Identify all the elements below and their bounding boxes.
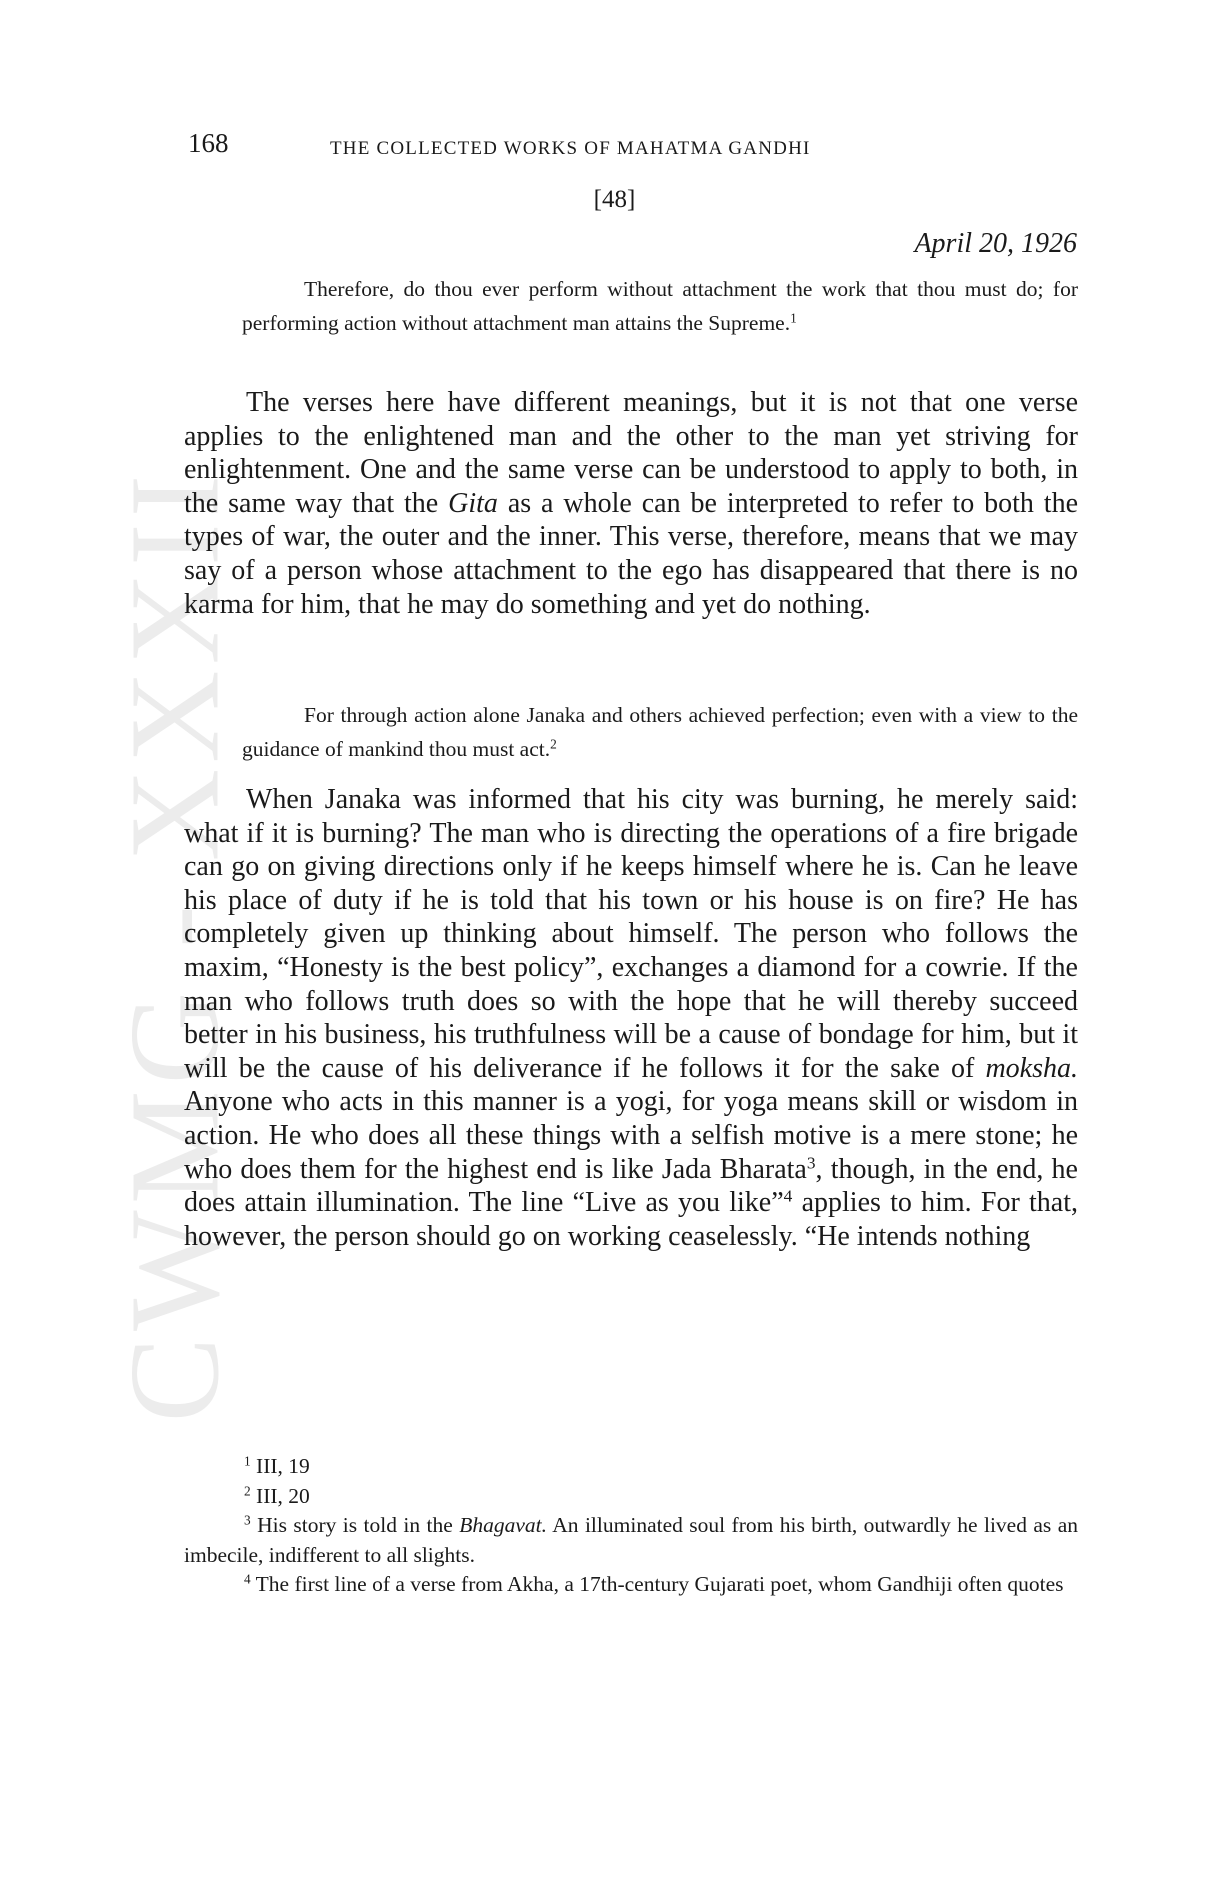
watermark-text: CWMG - XXXII [103, 468, 246, 1422]
footnote-ref-3: 3 [806, 1152, 816, 1172]
running-title: THE COLLECTED WORKS OF MAHATMA GANDHI [330, 138, 811, 159]
entry-date: April 20, 1926 [914, 228, 1077, 259]
entry-serial: [48] [593, 186, 636, 213]
body-paragraph-2 [184, 783, 1078, 1253]
footnote-2 [184, 1482, 1078, 1512]
quote-1-text: Therefore, do thou ever perform without attachment the work that thou must do; for performing action without attachment man attains the Supreme. [242, 277, 1078, 335]
footnote-3 [184, 1511, 1078, 1570]
footnote-ref-4: 4 [783, 1186, 793, 1206]
footnote-4-text: The first line of a verse from Akha, a 17th-century Gujarati poet, whom Gandhiji often quotes [255, 1572, 1064, 1596]
footnote-1-text: III, 19 [256, 1454, 310, 1478]
para-2-text-b: Anyone who acts in this manner is a yogi, for yoga means skill or wisdom in action. He who does all these things with a selfish motive is a mere stone; he who does them for the highest end is like Jada Bharata [184, 1086, 1078, 1185]
footnote-3-mark: 3 [244, 1512, 251, 1528]
footnote-1-mark: 1 [244, 1453, 251, 1469]
page-number: 168 [188, 128, 229, 158]
footnote-4 [184, 1570, 1078, 1600]
para-2-text-a: When Janaka was informed that his city was burning, he merely said: what if it is burning? The man who is directing the operations of a fire brigade can go on giving directions only if he keeps himself where he is. Can he leave his place of duty if he is told that his town or his house is on fire? He has completely given up thinking about himself. The person who follows the maxim, “Honesty is the best policy”, exchanges a diamond for a cowrie. If the man who follows truth does so with the hope that he will thereby succeed better in his business, his truthfulness will be a cause of bondage for him, but it will be the cause of his deliverance if he follows it for the sake of [184, 784, 1078, 1084]
para-1-text-b: as a whole can be interpreted to refer to both the types of war, the outer and the inner. This verse, therefore, means that we may say of a person whose attachment to the ego has disappeared that there is no karma for him, that he may do something and yet do nothing. [184, 487, 1078, 620]
footnote-3-text-b: An illuminated soul from his birth, outwardly he lived as an imbecile, indifferent to all slights. [184, 1513, 1078, 1567]
footnote-ref-1: 1 [790, 310, 797, 326]
footnote-2-mark: 2 [244, 1483, 251, 1499]
para-1-emphasis: Gita [448, 487, 498, 519]
gita-quote-2 [242, 698, 1078, 766]
para-2-emphasis: moksha. [985, 1052, 1078, 1084]
body-paragraph-1 [184, 386, 1078, 621]
para-2-text-c: , though, in the end, he does attain illumination. The line “Live as you like” [184, 1153, 1078, 1219]
para-2-text-d: applies to him. For that, however, the person should go on working ceaselessly. “He intends nothing [184, 1187, 1079, 1252]
para-1-text-a: The verses here have different meanings, but it is not that one verse applies to the enlightened man and the other to the man yet striving for enlightenment. One and the same verse can be understood to apply to both, in the same way that the [184, 387, 1078, 519]
gita-quote-1 [242, 272, 1078, 340]
footnote-ref-2: 2 [550, 736, 557, 752]
footnote-3-text-a: His story is told in the [257, 1513, 460, 1537]
quote-2-text: For through action alone Janaka and others achieved perfection; even with a view to the guidance of mankind thou must act. [242, 703, 1078, 761]
footnotes [184, 1452, 1078, 1600]
footnote-4-mark: 4 [244, 1571, 251, 1587]
footnote-1 [184, 1452, 1078, 1482]
footnote-2-text: III, 20 [256, 1483, 310, 1508]
footnote-3-emphasis: Bhagavat. [459, 1513, 548, 1537]
